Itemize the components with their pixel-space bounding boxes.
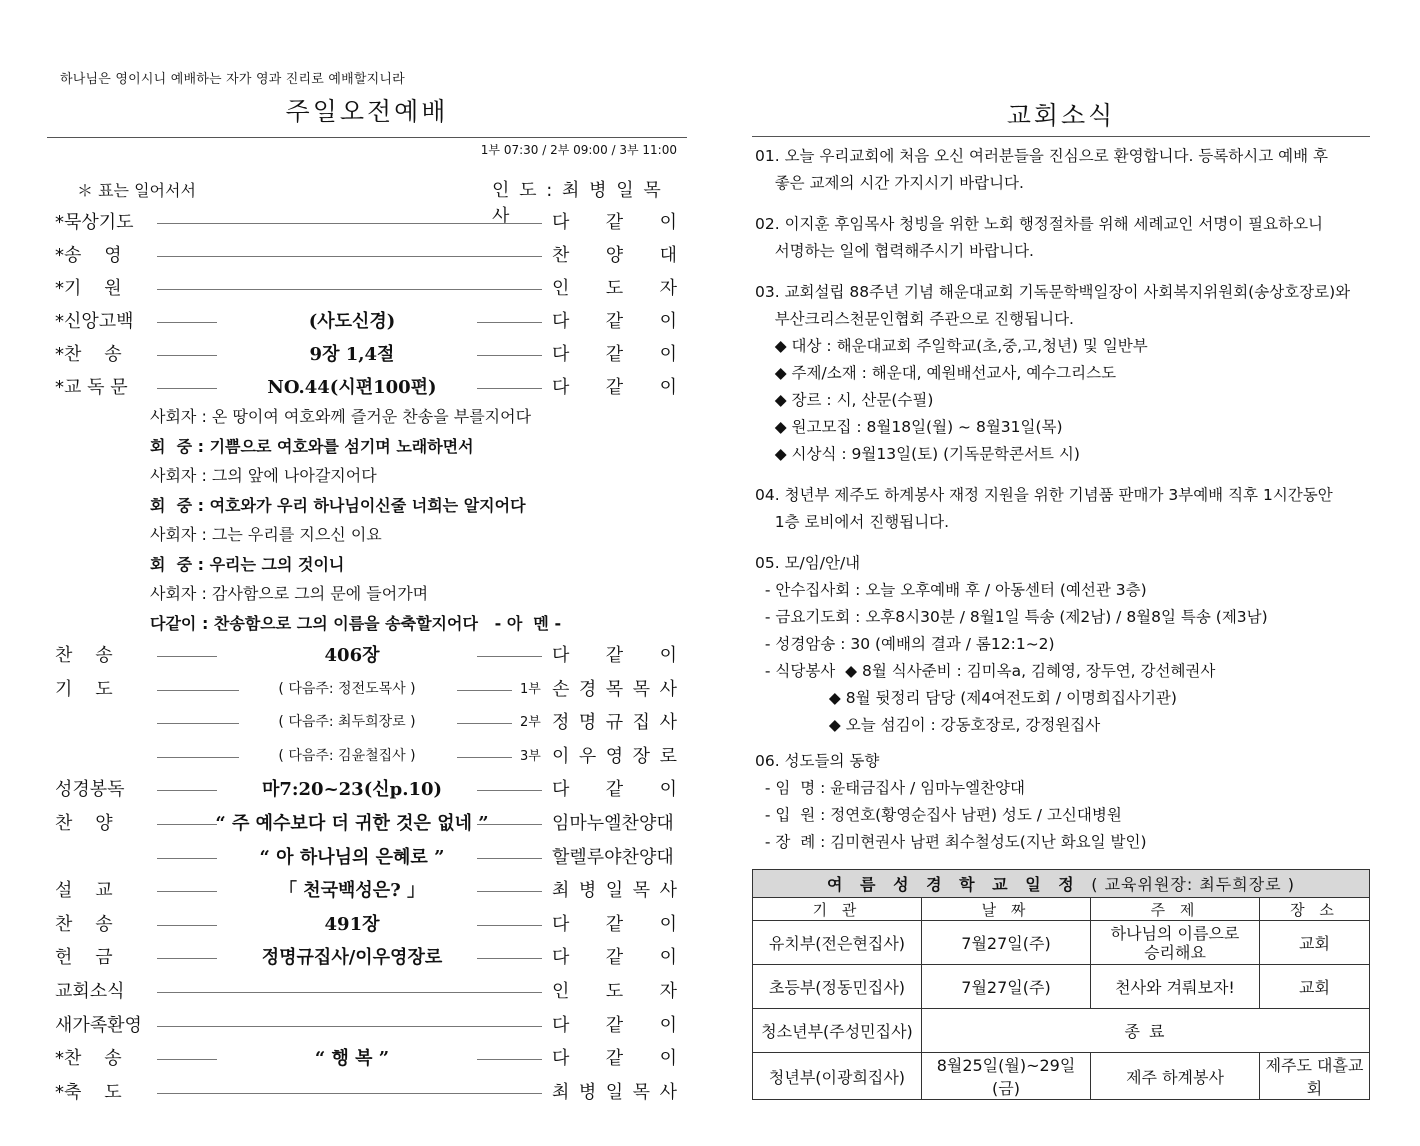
order-person-char: 최 — [552, 880, 570, 902]
table-cell: 천사와 겨뤄보자! — [1091, 965, 1260, 1009]
col-header: 기 관 — [753, 898, 922, 921]
order-label: 교회소식 — [55, 981, 125, 1002]
news-item: 03. 교회설립 88주년 기념 해운대교회 기독문학백일장이 사회복지위원회(송상호장로)와 부산크리스천문인협회 주관으로 진행됩니다. ◆ 대상 : 해운대교회 주일학교(초,중,고,청년) 및 일반부 ◆ 주제/소재 : 해운대, 예원배선교사, 예수그리스도 ◆ 장르 : 시, 산문(수필) ◆ 원고모집 : 8월18일(월) ~ 8월31일(목) ◆ 시상식 : 9월13일(토) (기독문학콘서트 시) — [755, 283, 1351, 463]
order-label: *묵상기도 — [55, 212, 134, 233]
order-person — [552, 742, 677, 768]
order-person — [552, 307, 677, 333]
table-cell: 청년부(이광희집사) — [753, 1053, 922, 1100]
order-person-char: 같 — [605, 913, 624, 935]
order-person-char: 다 — [552, 947, 570, 969]
divider — [752, 136, 1370, 137]
table-cell: 제주도 대흘교회 — [1260, 1053, 1370, 1100]
order-person-char: 인 — [552, 278, 570, 299]
order-item: ( 다음주: 정전도목사 ) — [278, 680, 416, 697]
leader-line — [157, 1093, 542, 1094]
order-person-char: 규 — [605, 712, 624, 734]
order-person — [552, 809, 677, 835]
order-person-char: 사 — [659, 712, 677, 734]
table-cell: 교회 — [1260, 921, 1370, 965]
order-person-char: 최 — [552, 1081, 570, 1103]
order-row — [47, 641, 687, 671]
news-item: 05. 모/임/안/내 - 안수집사회 : 오늘 오후예배 후 / 아동센터 (예선관 3층) - 금요기도회 : 오후8시30분 / 8월1일 특송 (제2남) / 8월8일 특송 (제3남) - 성경암송 : 30 (예배의 결과 / 롬12:1~2) - 식당봉사 ◆ 8월 식사준비 : 김미옥a, 김혜영, 장두연, 강선혜권사 ◆ 8월 뒷정리 담당 (제4여전도회 / 이명희집사기관) ◆ 오늘 섬김이 : 강동호장로, 강정원집사 — [755, 554, 1268, 734]
leader-line — [477, 388, 542, 389]
order-row — [47, 943, 687, 973]
leader-line — [477, 322, 542, 323]
order-label: *축 도 — [55, 1081, 122, 1103]
order-person — [552, 1011, 677, 1037]
leader-line — [157, 992, 542, 993]
order-person-char: 목 — [632, 880, 651, 902]
order-row — [47, 876, 687, 906]
stand-note: ＊ 표는 일어서서 — [77, 181, 196, 200]
order-person-char: 목 — [632, 1081, 651, 1103]
order-item: 9장 1,4절 — [309, 344, 395, 365]
news-item: 02. 이지훈 후임목사 청빙을 위한 노회 행정절차를 위해 세례교인 서명이 필요하오니 서명하는 일에 협력해주시기 바랍니다. — [755, 215, 1324, 260]
order-row — [47, 208, 687, 238]
schedule-title: 여 름 성 경 학 교 일 정 ( 교육위원장: 최두희장로 ) — [753, 870, 1370, 898]
leader-line — [477, 891, 542, 892]
order-person-char: 이 — [659, 1014, 677, 1036]
motto: 하나님은 영이시니 예배하는 자가 영과 진리로 예배할지니라 — [60, 72, 405, 87]
leader-line — [457, 757, 512, 758]
order-person — [552, 943, 677, 969]
order-person-char: 도 — [605, 278, 624, 299]
order-person — [552, 876, 677, 902]
order-person-char: 임마누엘찬양대 — [552, 813, 674, 834]
leader-line — [157, 355, 217, 356]
order-person-char: 이 — [659, 913, 677, 935]
leader-line — [157, 891, 217, 892]
order-item: (사도신경) — [308, 311, 396, 332]
order-item: 491장 — [324, 913, 380, 935]
table-cell: 제주 하계봉사 — [1091, 1053, 1260, 1100]
leader-line — [157, 824, 217, 825]
table-cell: 초등부(정동민집사) — [753, 965, 922, 1009]
order-row — [47, 241, 687, 271]
order-person-char: 같 — [605, 311, 624, 332]
responsive-line: 회 중 : 우리는 그의 것이니 — [150, 554, 345, 574]
order-label: 헌 금 — [55, 947, 113, 969]
order-person-char: 같 — [605, 1048, 624, 1070]
order-person-char: 장 — [632, 745, 651, 767]
responsive-line: 회 중 : 기쁨으로 여호와를 섬기며 노래하면서 — [150, 436, 474, 456]
order-item: 정명규집사/이우영장로 — [261, 947, 443, 969]
order-label: *찬 송 — [55, 1048, 122, 1070]
order-person-char: 영 — [605, 745, 624, 767]
order-person-char: 다 — [552, 1048, 570, 1070]
order-person — [552, 675, 677, 701]
news-item: 04. 청년부 제주도 하계봉사 재정 지원을 위한 기념품 판매가 3부예배 직후 1시간동안 1층 로비에서 진행됩니다. — [755, 486, 1333, 531]
order-person-char: 할렐루야찬양대 — [552, 846, 674, 868]
col-header: 주 제 — [1091, 898, 1260, 921]
order-row — [47, 708, 687, 738]
leader-line — [157, 690, 239, 691]
service-part: 2부 — [520, 715, 541, 731]
order-person-char: 도 — [605, 981, 624, 1002]
responsive-line: 사회자 : 그는 우리를 지으신 이요 — [150, 525, 382, 544]
order-label: 설 교 — [55, 880, 113, 902]
order-item: “ 행 복 ” — [314, 1048, 390, 1070]
order-person — [552, 208, 677, 234]
order-label: *송 영 — [55, 245, 122, 266]
order-row — [47, 742, 687, 772]
order-person-char: 집 — [632, 712, 651, 734]
order-person-char: 다 — [552, 645, 570, 666]
order-person — [552, 843, 677, 869]
order-label: 기 도 — [55, 678, 113, 700]
news-item: 06. 성도들의 동향 - 임 명 : 윤태금집사 / 임마누엘찬양대 - 입 원 : 정연호(황영순집사 남편) 성도 / 고신대병원 - 장 례 : 김미현권사 남편 최수철성도(지난 화요일 발인) — [755, 752, 1147, 851]
order-label: 성경봉독 — [55, 779, 125, 801]
responsive-line: 사회자 : 감사함으로 그의 문에 들어가며 — [150, 584, 429, 603]
order-person-char: 같 — [605, 212, 624, 233]
news-title: 교회소식 — [1006, 101, 1116, 130]
order-person-char: 손 — [552, 678, 570, 700]
order-person-char: 정 — [552, 712, 570, 734]
order-row — [47, 910, 687, 940]
responsive-line: 회 중 : 여호와가 우리 하나님이신줄 너희는 알지어다 — [150, 495, 526, 515]
table-cell: 교회 — [1260, 965, 1370, 1009]
order-person-char: 이 — [659, 947, 677, 969]
responsive-line: 사회자 : 그의 앞에 나아갈지어다 — [150, 466, 377, 485]
order-item: 마7:20~23(신p.10) — [261, 779, 443, 801]
order-person — [552, 340, 677, 366]
leader-line — [157, 958, 217, 959]
order-row — [47, 1011, 687, 1041]
order-row — [47, 1044, 687, 1074]
order-item: ( 다음주: 김윤철집사 ) — [278, 747, 416, 764]
leader-line — [157, 723, 239, 724]
leader-line — [157, 289, 542, 290]
order-person-char: 다 — [552, 212, 570, 233]
order-person-char: 양 — [605, 245, 624, 266]
order-row — [47, 775, 687, 805]
order-person-char: 일 — [605, 880, 624, 902]
order-row — [47, 274, 687, 304]
leader: 인 도 : 최 병 일 목 사 — [492, 180, 663, 227]
order-person-char: 이 — [659, 645, 677, 666]
order-row — [47, 977, 687, 1007]
leader-line — [157, 223, 542, 224]
order-person-char: 다 — [552, 913, 570, 935]
order-person-char: 같 — [605, 779, 624, 801]
news-item: 01. 오늘 우리교회에 처음 오신 여러분들을 진심으로 환영합니다. 등록하시고 예배 후 좋은 교제의 시간 가지시기 바랍니다. — [755, 147, 1328, 192]
leader-line — [157, 858, 217, 859]
order-person-char: 명 — [578, 712, 597, 734]
order-person — [552, 641, 677, 667]
order-row — [47, 843, 687, 873]
order-label: 찬 송 — [55, 645, 113, 666]
order-row — [47, 373, 687, 403]
order-person-char: 같 — [605, 344, 624, 365]
leader-line — [477, 355, 542, 356]
order-person-char: 다 — [552, 311, 570, 332]
order-person — [552, 1078, 677, 1104]
order-person-char: 사 — [659, 880, 677, 902]
service-part: 1부 — [520, 681, 541, 697]
order-item: ( 다음주: 최두희장로 ) — [278, 714, 416, 731]
col-header: 장 소 — [1260, 898, 1370, 921]
order-person — [552, 373, 677, 399]
order-person — [552, 708, 677, 734]
leader-line — [157, 656, 217, 657]
order-row — [47, 675, 687, 705]
order-person-char: 사 — [659, 678, 677, 700]
table-cell: 청소년부(주성민집사) — [753, 1009, 922, 1053]
table-cell: 종 료 — [922, 1009, 1370, 1053]
order-person-char: 이 — [659, 344, 677, 365]
order-label: *기 원 — [55, 278, 122, 299]
table-cell: 8월25일(월)~29일(금) — [922, 1053, 1091, 1100]
order-person-char: 일 — [605, 1081, 624, 1103]
order-label: 새가족환영 — [55, 1014, 142, 1036]
leader-line — [477, 958, 542, 959]
leader-line — [157, 925, 217, 926]
order-item: “ 주 예수보다 더 귀한 것은 없네 ” — [215, 813, 489, 834]
table-cell: 하나님의 이름으로 승리해요 — [1091, 921, 1260, 965]
order-label: *신앙고백 — [55, 311, 134, 332]
leader-line — [477, 858, 542, 859]
leader-line — [477, 925, 542, 926]
order-person — [552, 977, 677, 1003]
order-label: 찬 송 — [55, 913, 113, 935]
order-person-char: 이 — [552, 745, 570, 767]
service-part: 3부 — [520, 748, 541, 764]
responsive-line: 다같이 : 찬송함으로 그의 이름을 송축할지어다 - 아 멘 - — [150, 613, 562, 633]
order-person-char: 이 — [659, 1048, 677, 1070]
order-person-char: 같 — [605, 377, 624, 398]
page-title: 주일오전예배 — [285, 97, 449, 126]
leader-line — [157, 790, 217, 791]
order-person-char: 자 — [659, 981, 677, 1002]
order-person — [552, 910, 677, 936]
order-row — [47, 1078, 687, 1108]
order-label: *교 독 문 — [55, 377, 128, 398]
order-person-char: 병 — [578, 880, 597, 902]
leader-line — [157, 1026, 542, 1027]
order-person-char: 목 — [605, 678, 624, 700]
order-person-char: 목 — [632, 678, 651, 700]
schedule-table — [752, 869, 1370, 1100]
table-cell: 유치부(전은현집사) — [753, 921, 922, 965]
order-row — [47, 340, 687, 370]
leader-line — [157, 1059, 217, 1060]
responsive-line: 사회자 : 온 땅이여 여호와께 즐거운 찬송을 부를지어다 — [150, 407, 532, 426]
order-person-char: 경 — [578, 678, 597, 700]
order-person-char: 대 — [659, 245, 677, 266]
order-item: “ 아 하나님의 은혜로 ” — [259, 846, 445, 868]
divider — [47, 137, 687, 138]
leader-line — [157, 757, 239, 758]
order-person-char: 찬 — [552, 245, 570, 266]
order-person-char: 다 — [552, 377, 570, 398]
order-person-char: 인 — [552, 981, 570, 1002]
order-person-char: 다 — [552, 1014, 570, 1036]
order-person-char: 병 — [578, 1081, 597, 1103]
order-label: 찬 양 — [55, 813, 113, 834]
leader-line — [457, 723, 512, 724]
order-person-char: 다 — [552, 344, 570, 365]
order-person-char: 사 — [659, 1081, 677, 1103]
order-person-char: 같 — [605, 947, 624, 969]
order-person-char: 우 — [578, 745, 597, 767]
order-person-char: 자 — [659, 278, 677, 299]
leader-line — [157, 388, 217, 389]
order-label: *찬 송 — [55, 344, 122, 365]
leader-line — [157, 322, 217, 323]
order-person-char: 이 — [659, 377, 677, 398]
order-person-char: 다 — [552, 779, 570, 801]
order-person-char: 같 — [605, 645, 624, 666]
col-header: 날 짜 — [922, 898, 1091, 921]
order-row — [47, 307, 687, 337]
leader-line — [457, 690, 512, 691]
leader-line — [477, 790, 542, 791]
order-person — [552, 1044, 677, 1070]
order-item: 「 천국백성은? 」 — [278, 880, 426, 902]
table-cell: 7월27일(주) — [922, 921, 1091, 965]
table-cell: 7월27일(주) — [922, 965, 1091, 1009]
order-person — [552, 775, 677, 801]
leader-line — [477, 656, 542, 657]
leader-line — [157, 256, 542, 257]
leader-line — [477, 824, 542, 825]
order-row — [47, 809, 687, 839]
order-person — [552, 241, 677, 267]
order-person-char: 로 — [659, 745, 677, 767]
order-person-char: 이 — [659, 779, 677, 801]
service-times: 1부 07:30 / 2부 09:00 / 3부 11:00 — [480, 143, 677, 157]
leader-line — [477, 1059, 542, 1060]
order-person — [552, 274, 677, 300]
order-person-char: 이 — [659, 311, 677, 332]
order-item: 406장 — [324, 645, 380, 666]
order-item: NO.44(시편100편) — [267, 377, 437, 398]
order-person-char: 같 — [605, 1014, 624, 1036]
order-person-char: 이 — [659, 212, 677, 233]
